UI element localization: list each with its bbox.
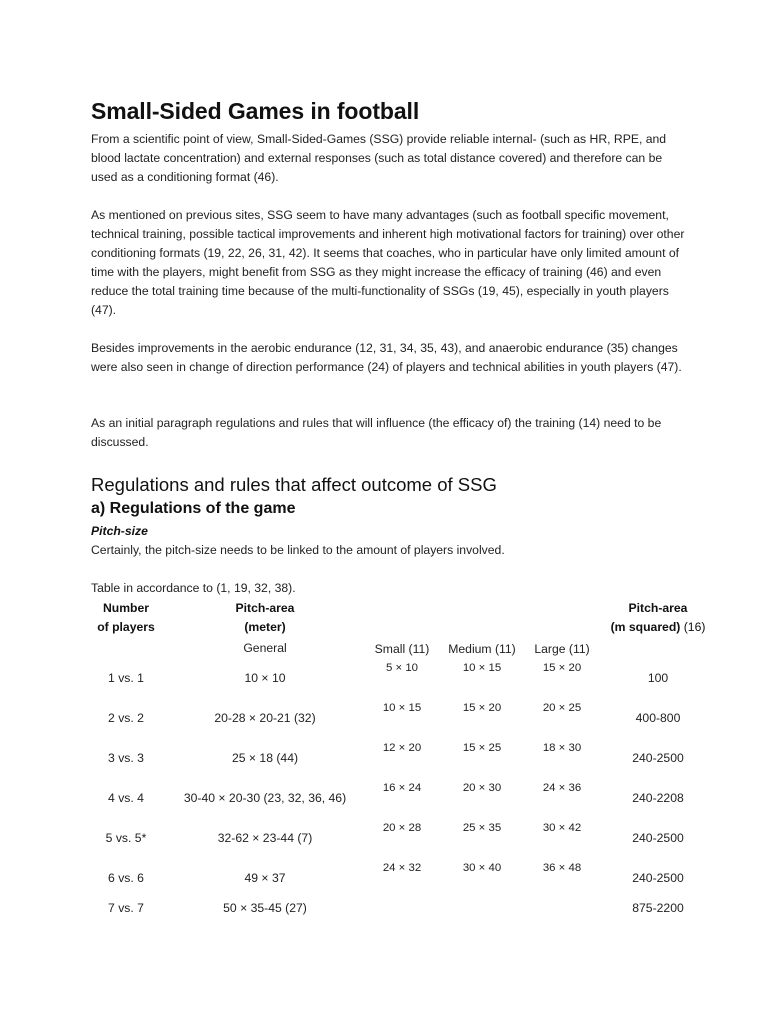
table-cell-medium: 15 × 25 <box>462 742 502 754</box>
table-cell-large: 24 × 36 <box>542 782 582 794</box>
table-cell-large: 18 × 30 <box>542 742 582 754</box>
table-cell-general: 50 × 35-45 (27) <box>223 901 307 915</box>
table-cell-area-sq: 400-800 <box>635 711 681 725</box>
subheader-medium: Medium (11) <box>448 642 516 656</box>
table-cell-large: 15 × 20 <box>542 662 582 674</box>
header-area-sq-line2 <box>611 618 706 637</box>
table-cell-large: 20 × 25 <box>542 702 582 714</box>
table-cell-medium: 15 × 20 <box>462 702 502 714</box>
table-cell-area-sq: 240-2500 <box>632 871 684 885</box>
header-players-line1: Number <box>102 601 150 615</box>
header-area-line1: Pitch-area <box>235 601 295 615</box>
page-title: Small-Sided Games in football <box>91 98 420 124</box>
table-cell-general: 20-28 × 20-21 (32) <box>214 711 316 725</box>
table-cell-small: 16 × 24 <box>382 782 422 794</box>
table-cell-players: 5 vs. 5* <box>105 831 147 845</box>
table-cell-general: 32-62 × 23-44 (7) <box>217 831 313 845</box>
header-area-line2: (meter) <box>244 620 286 634</box>
section-heading: Regulations and rules that affect outcome of SSG <box>91 474 497 495</box>
table-cell-general: 25 × 18 (44) <box>231 751 299 765</box>
table-cell-area-sq: 100 <box>647 671 669 685</box>
table-cell-players: 7 vs. 7 <box>108 901 144 915</box>
table-cell-general: 10 × 10 <box>244 671 286 685</box>
header-area-sq-line1: Pitch-area <box>628 601 688 615</box>
table-cell-small: 5 × 10 <box>386 662 418 674</box>
table-cell-medium: 25 × 35 <box>462 822 502 834</box>
table-caption: Table in accordance to (1, 19, 32, 38). <box>91 581 296 595</box>
table-cell-small: 10 × 15 <box>382 702 422 714</box>
subheader-general: General <box>243 641 287 655</box>
table-cell-area-sq: 240-2208 <box>632 791 684 805</box>
paragraph-regulations-intro: As an initial paragraph regulations and rules that will influence (the efficacy of) the training (14) need to be discussed. <box>91 416 662 449</box>
table-cell-general: 30-40 × 20-30 (23, 32, 36, 46) <box>183 791 347 805</box>
paragraph-ssg-intro: From a scientific point of view, Small-Sided-Games (SSG) provide reliable internal- (such as HR, RPE, and blood lactate concentration) and external responses (such as total distance covered) and therefore can be used as a conditioning format (46). <box>91 132 667 184</box>
table-cell-players: 4 vs. 4 <box>108 791 144 805</box>
table-cell-small: 20 × 28 <box>382 822 422 834</box>
table-cell-players: 6 vs. 6 <box>108 871 144 885</box>
table-cell-area-sq: 875-2200 <box>632 901 684 915</box>
header-area-sq-unit: (m squared) <box>610 620 681 634</box>
table-cell-small: 24 × 32 <box>382 862 422 874</box>
table-cell-area-sq: 240-2500 <box>632 831 684 845</box>
table-cell-large: 36 × 48 <box>542 862 582 874</box>
table-cell-small: 12 × 20 <box>382 742 422 754</box>
pitch-intro: Certainly, the pitch-size needs to be linked to the amount of players involved. <box>91 543 505 557</box>
subsubsection-heading: Pitch-size <box>91 524 148 538</box>
paragraph-ssg-advantages: As mentioned on previous sites, SSG seem to have many advantages (such as football specific movement, technical training, possible tactical improvements and inherent high motivational factors for training) over other conditioning formats (19, 22, 26, 31, 42). It seems that coaches, who in particular have only limited amount of time with the players, might benefit from SSG as they might increase the efficacy of training (46) and even reduce the total training time because of the multi-functionality of SSGs (19, 45), especially in youth players (47). <box>91 208 685 317</box>
subsection-heading: a) Regulations of the game <box>91 500 296 517</box>
paragraph-ssg-improvements: Besides improvements in the aerobic endurance (12, 31, 34, 35, 43), and anaerobic endurance (35) changes were also seen in change of direction performance (24) of players and technical abilities in youth players (47). <box>91 341 682 374</box>
header-players-line2: of players <box>97 620 155 634</box>
table-cell-medium: 30 × 40 <box>462 862 502 874</box>
table-cell-players: 2 vs. 2 <box>108 711 144 725</box>
subheader-small: Small (11) <box>374 642 430 656</box>
subheader-large: Large (11) <box>534 642 590 656</box>
table-cell-players: 3 vs. 3 <box>108 751 144 765</box>
table-cell-general: 49 × 37 <box>244 871 286 885</box>
table-cell-medium: 20 × 30 <box>462 782 502 794</box>
table-cell-large: 30 × 42 <box>542 822 582 834</box>
table-cell-medium: 10 × 15 <box>462 662 502 674</box>
table-cell-players: 1 vs. 1 <box>108 671 144 685</box>
header-area-sq-ref: (16) <box>680 620 706 634</box>
table-cell-area-sq: 240-2500 <box>632 751 684 765</box>
